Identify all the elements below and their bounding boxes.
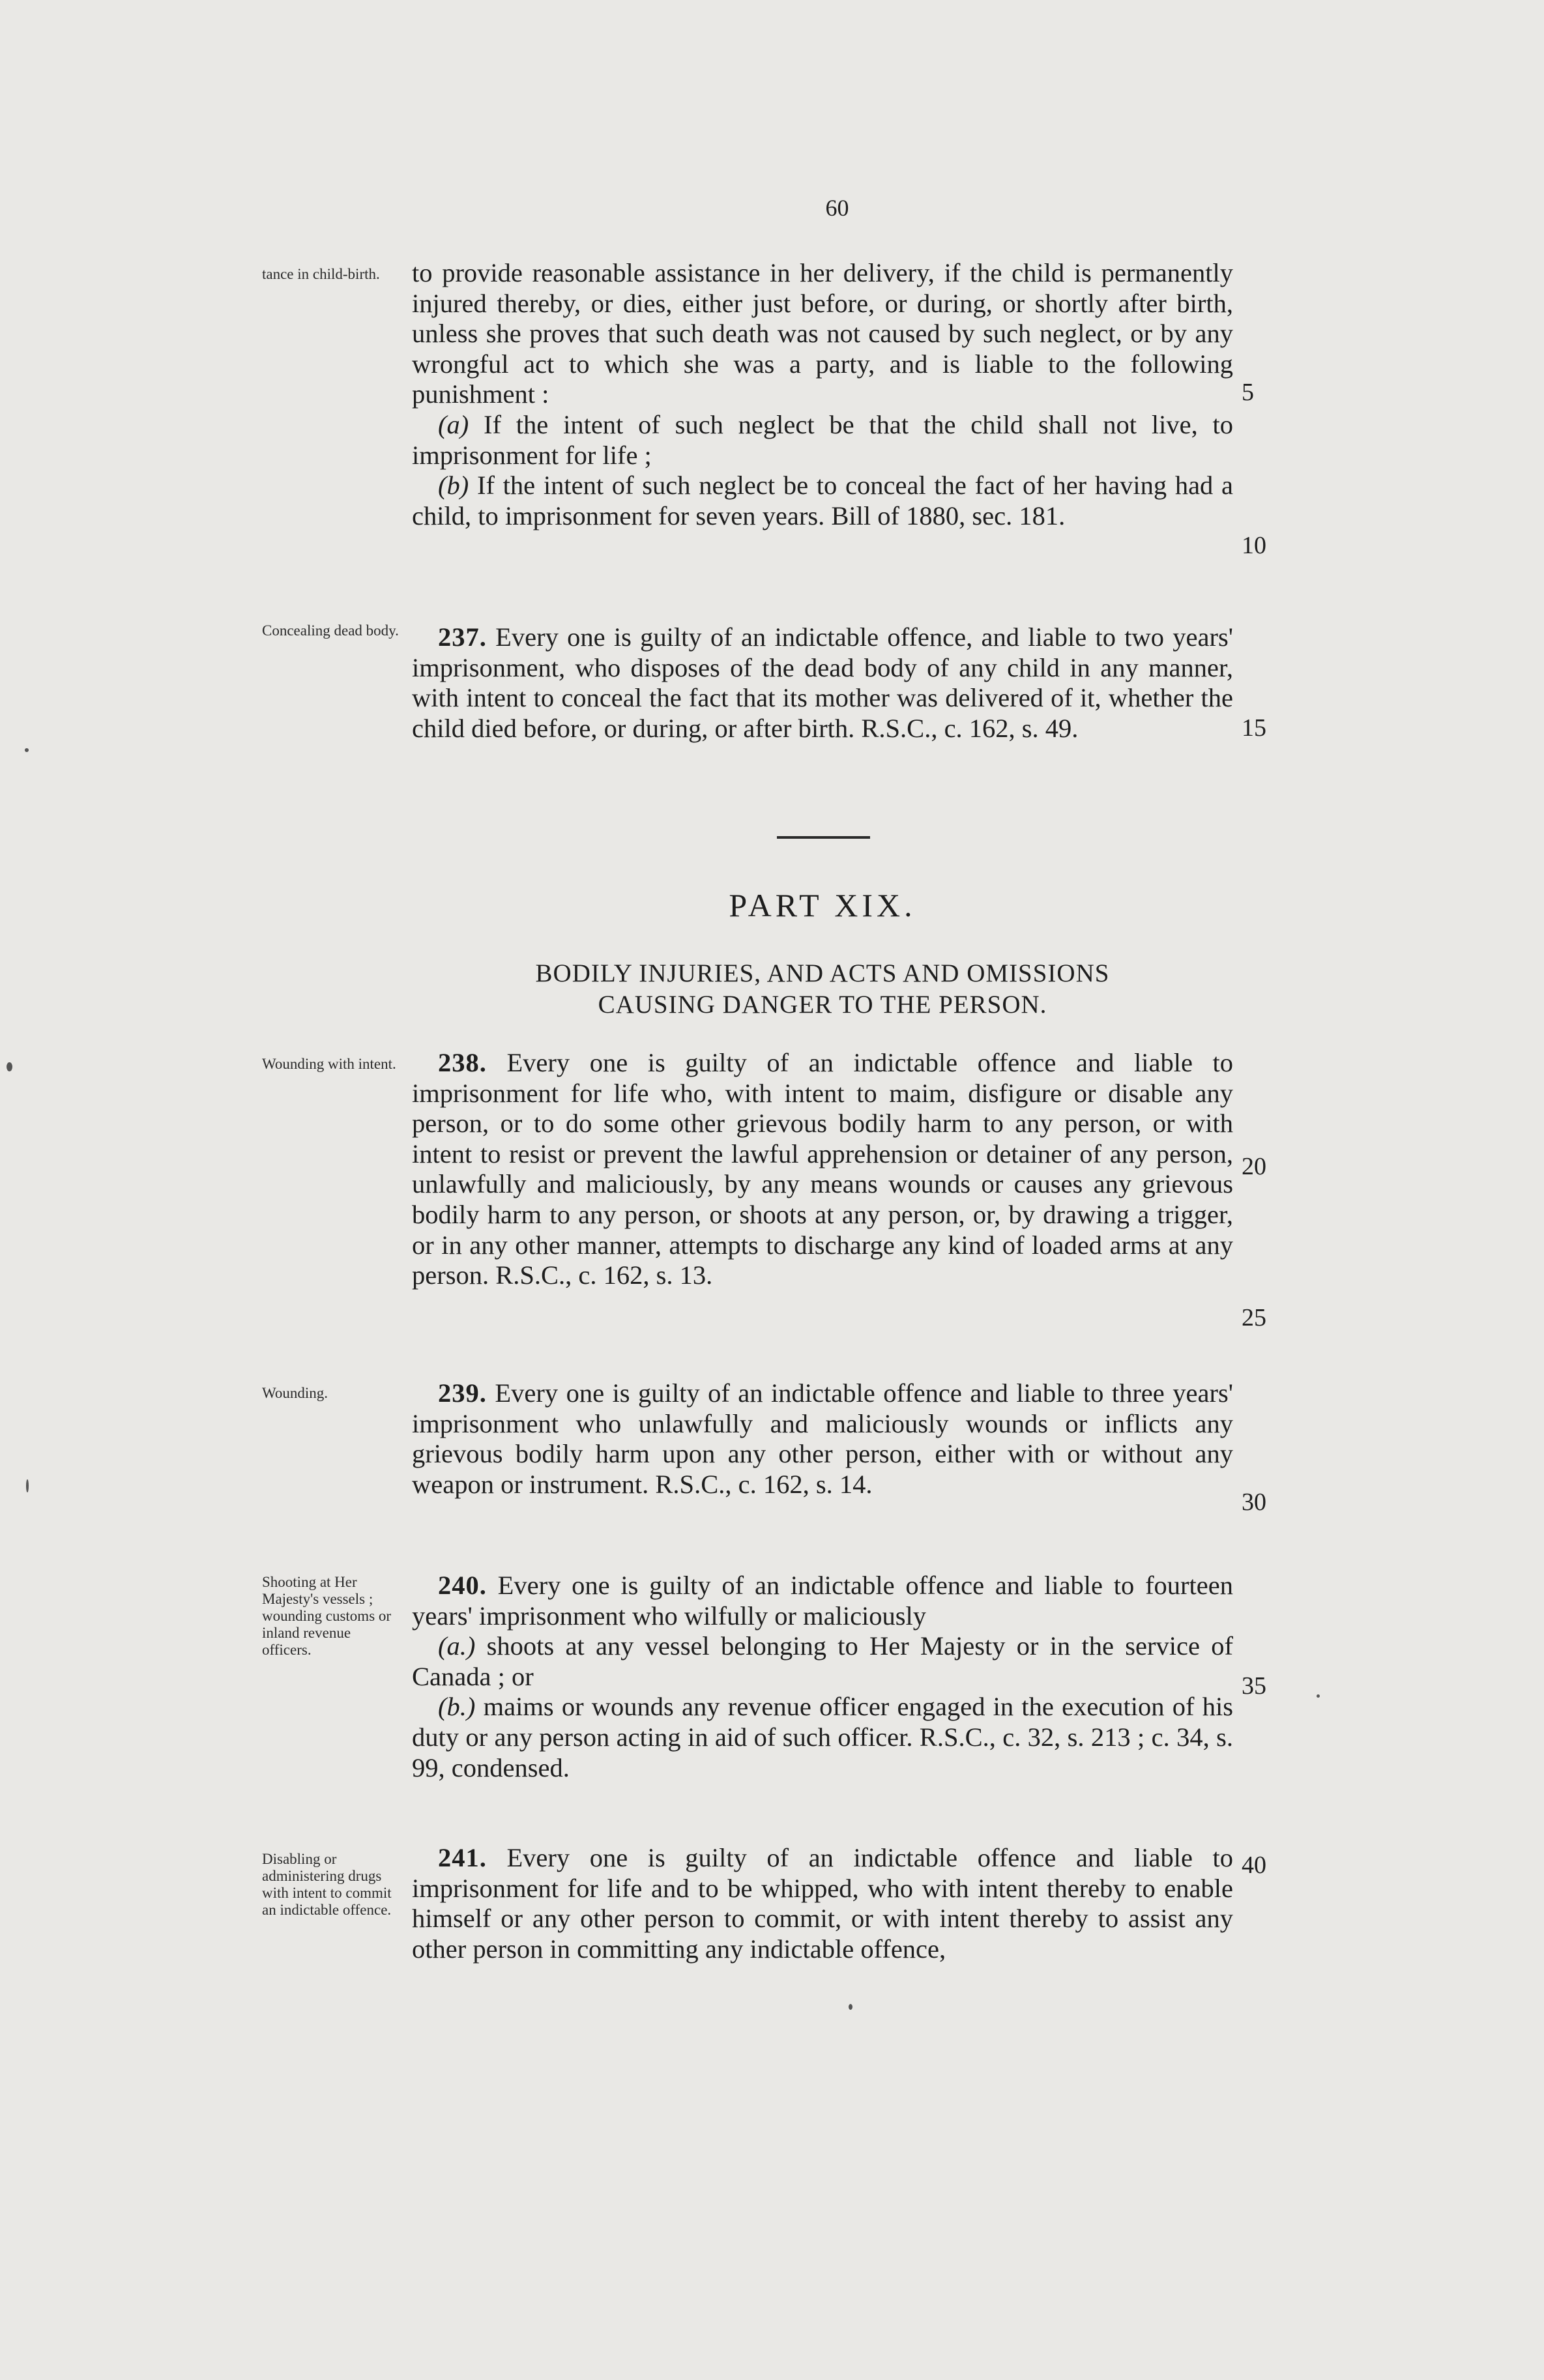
section-240-clause-b <box>412 1692 1233 1783</box>
section-240-text: Every one is guilty of an indictable offence and liable to fourteen years' imprisonment who wilfully or maliciously <box>412 1571 1234 1631</box>
page-number: 60 <box>825 195 849 221</box>
line-number: 40 <box>1242 1851 1266 1879</box>
line-number: 5 <box>1242 379 1254 406</box>
section-number-239: 239. <box>438 1378 487 1408</box>
section-236-clause-a <box>412 410 1233 471</box>
scan-speck <box>7 1062 12 1071</box>
section-241 <box>412 1843 1233 1964</box>
part-heading: PART XIX. <box>729 887 916 923</box>
section-236 <box>412 258 1233 531</box>
section-238-text: Every one is guilty of an indictable offence and liable to imprisonment for life who, with intent to maim, disfigure or disable any person, or to do some other grievous bodily harm to any person, or with intent to resist or prevent the lawful apprehension or detainer of any person, unlawfully and maliciously, by any means wounds or causes any grievous bodily harm to any person, or shoots at any person, or, by drawing a trigger, or in any other manner, attempts to discharge any kind of loaded arms at any person. R.S.C., c. 162, s. 13. <box>412 1048 1234 1290</box>
section-number-240: 240. <box>438 1571 487 1600</box>
line-number: 35 <box>1242 1672 1266 1700</box>
clause-a-text: shoots at any vessel belonging to Her Majesty or in the service of Canada ; or <box>412 1631 1233 1691</box>
margin-note-concealing: Concealing dead body. <box>262 622 399 639</box>
clause-b-text: If the intent of such neglect be to conceal the fact of her having had a child, to imprisonment for seven years. Bill of 1880, sec. 181. <box>412 471 1233 530</box>
section-241-text: Every one is guilty of an indictable offence and liable to imprisonment for life and to be whipped, who with intent thereby to enable himself or any other person to commit, or with intent thereby to assist any other person in committing any indictable offence, <box>412 1843 1234 1964</box>
section-236-continuation: to provide reasonable assistance in her delivery, if the child is permanently injured thereby, or dies, either just before, or during, or shortly after birth, unless she proves that such death was not caused by such neglect, or by any wrongful act to which she was a party, and is liable to the following punishment : <box>412 258 1233 409</box>
scan-speck <box>849 2004 852 2010</box>
line-number: 10 <box>1242 532 1266 559</box>
margin-note-wounding-intent: Wounding with intent. <box>262 1056 396 1072</box>
part-title-line-2: CAUSING DANGER TO THE PERSON. <box>598 991 1047 1019</box>
section-number-238: 238. <box>438 1048 487 1077</box>
clause-a-label: (a.) <box>438 1631 476 1661</box>
part-title <box>412 958 1233 1021</box>
section-237-text: Every one is guilty of an indictable offence, and liable to two years' imprisonment, who disposes of the dead body of any child in any manner, with intent to conceal the fact that its mother was delivered of it, whether the child died before, or during, or after birth. R.S.C., c. 162, s. 49. <box>412 622 1234 743</box>
section-number-241: 241. <box>438 1843 487 1872</box>
line-number: 20 <box>1242 1153 1266 1180</box>
margin-note-wounding: Wounding. <box>262 1385 328 1401</box>
clause-b-text: maims or wounds any revenue officer engaged in the execution of his duty or any person acting in aid of such officer. R.S.C., c. 32, s. 213 ; c. 34, s. 99, condensed. <box>412 1692 1234 1782</box>
scan-speck <box>25 748 29 752</box>
section-239 <box>412 1378 1233 1500</box>
part-title-line-1: BODILY INJURIES, AND ACTS AND OMISSIONS <box>535 959 1110 987</box>
section-236-clause-b <box>412 471 1233 531</box>
margin-note-shooting: Shooting at Her Majesty's vessels ; wounding customs or inland revenue officers. <box>262 1574 392 1658</box>
clause-b-label: (b) <box>438 471 469 501</box>
clause-b-label: (b.) <box>438 1692 476 1722</box>
section-240-clause-a <box>412 1631 1233 1692</box>
scan-speck <box>26 1479 29 1492</box>
line-number: 15 <box>1242 714 1266 742</box>
scan-speck <box>1317 1694 1320 1698</box>
section-240 <box>412 1571 1233 1783</box>
line-number: 25 <box>1242 1304 1266 1331</box>
section-239-text: Every one is guilty of an indictable offence and liable to three years' imprisonment who unlawfully and maliciously wounds or inflicts any grievous bodily harm upon any other person, either with or without any weapon or instrument. R.S.C., c. 162, s. 14. <box>412 1378 1233 1499</box>
section-238 <box>412 1048 1233 1291</box>
margin-note-childbirth: tance in child-birth. <box>262 266 380 282</box>
clause-a-label: (a) <box>438 409 469 439</box>
section-number-237: 237. <box>438 622 487 652</box>
separator-rule <box>777 836 870 839</box>
section-237 <box>412 622 1233 744</box>
line-number: 30 <box>1242 1488 1266 1516</box>
margin-note-disabling: Disabling or administering drugs with intent to commit an indictable offence. <box>262 1851 392 1918</box>
clause-a-text: If the intent of such neglect be that the child shall not live, to imprisonment for life ; <box>412 409 1233 470</box>
